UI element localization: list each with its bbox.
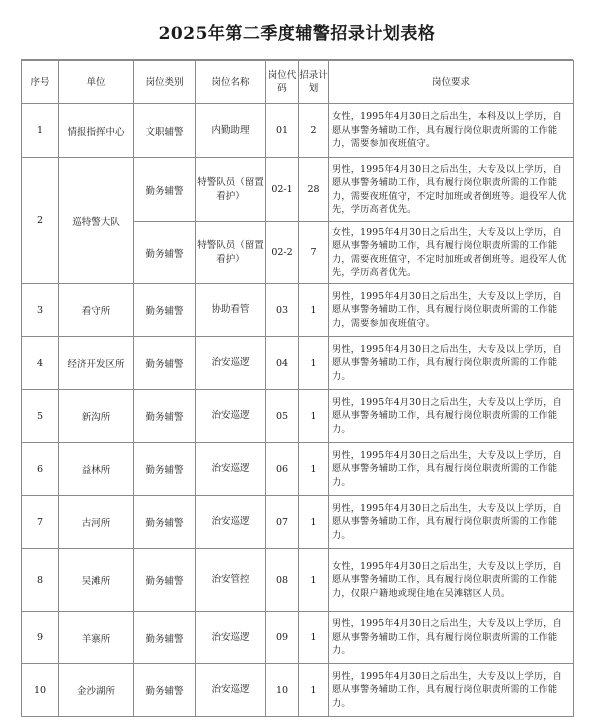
cell-category: 勤务辅警 bbox=[134, 222, 196, 284]
header-seq: 序号 bbox=[22, 61, 59, 104]
cell-code: 09 bbox=[266, 612, 299, 664]
cell-category: 勤务辅警 bbox=[134, 284, 196, 337]
cell-seq: 5 bbox=[22, 390, 59, 443]
header-unit: 单位 bbox=[59, 61, 134, 104]
cell-category: 勤务辅警 bbox=[134, 549, 196, 612]
header-count: 招录计划 bbox=[299, 61, 329, 104]
cell-unit: 金沙湖所 bbox=[59, 664, 134, 717]
table-row bbox=[22, 496, 574, 549]
cell-requirement: 男性，1995年4月30日之后出生，大专及以上学历，自愿从事警务辅助工作，具有履行岗位职责所需的工作能力。 bbox=[329, 390, 574, 443]
cell-seq: 1 bbox=[22, 104, 59, 158]
cell-requirement: 女性，1995年4月30日之后出生，大专及以上学历，自愿从事警务辅助工作，具有履行岗位职责所需的工作能力，仅限户籍地或现住地在吴滩辖区人员。 bbox=[329, 549, 574, 612]
cell-category: 文职辅警 bbox=[134, 104, 196, 158]
cell-unit: 经济开发区所 bbox=[59, 337, 134, 390]
table-row bbox=[22, 664, 574, 717]
table-row bbox=[22, 284, 574, 337]
cell-code: 03 bbox=[266, 284, 299, 337]
cell-requirement: 女性，1995年4月30日之后出生，大专及以上学历，自愿从事警务辅助工作，具有履行岗位职责所需的工作能力，需要夜班值守，不定时加班或者倒班等。退役军人优先，学历高者优先。 bbox=[329, 222, 574, 284]
cell-count: 1 bbox=[299, 612, 329, 664]
cell-unit: 看守所 bbox=[59, 284, 134, 337]
cell-seq: 3 bbox=[22, 284, 59, 337]
cell-count: 1 bbox=[299, 390, 329, 443]
cell-code: 05 bbox=[266, 390, 299, 443]
cell-count: 1 bbox=[299, 496, 329, 549]
table-row bbox=[22, 104, 574, 158]
cell-category: 勤务辅警 bbox=[134, 390, 196, 443]
cell-position: 治安巡逻 bbox=[196, 664, 266, 717]
header-code: 岗位代码 bbox=[266, 61, 299, 104]
table-row bbox=[22, 158, 574, 222]
header-position: 岗位名称 bbox=[196, 61, 266, 104]
cell-unit: 羊寨所 bbox=[59, 612, 134, 664]
cell-code: 01 bbox=[266, 104, 299, 158]
cell-position: 特警队员（留置看护） bbox=[196, 158, 266, 222]
header-requirement: 岗位要求 bbox=[329, 61, 574, 104]
cell-seq: 8 bbox=[22, 549, 59, 612]
cell-count: 7 bbox=[299, 222, 329, 284]
cell-category: 勤务辅警 bbox=[134, 496, 196, 549]
table-row bbox=[22, 549, 574, 612]
cell-category: 勤务辅警 bbox=[134, 158, 196, 222]
cell-unit: 新沟所 bbox=[59, 390, 134, 443]
cell-count: 28 bbox=[299, 158, 329, 222]
table-row bbox=[22, 443, 574, 496]
cell-requirement: 男性，1995年4月30日之后出生，大专及以上学历，自愿从事警务辅助工作，具有履行岗位职责所需的工作能力。 bbox=[329, 443, 574, 496]
table-row bbox=[22, 337, 574, 390]
recruitment-plan-sheet bbox=[21, 9, 573, 709]
table-row bbox=[22, 390, 574, 443]
cell-category: 勤务辅警 bbox=[134, 664, 196, 717]
cell-position: 治安巡逻 bbox=[196, 337, 266, 390]
cell-code: 10 bbox=[266, 664, 299, 717]
cell-count: 1 bbox=[299, 284, 329, 337]
cell-requirement: 男性，1995年4月30日之后出生，大专及以上学历，自愿从事警务辅助工作，具有履行岗位职责所需的工作能力。 bbox=[329, 664, 574, 717]
table-header-row bbox=[22, 61, 574, 104]
cell-code: 06 bbox=[266, 443, 299, 496]
cell-seq: 2 bbox=[22, 158, 59, 284]
cell-unit: 吴滩所 bbox=[59, 549, 134, 612]
cell-position: 治安巡逻 bbox=[196, 443, 266, 496]
cell-count: 1 bbox=[299, 664, 329, 717]
cell-count: 1 bbox=[299, 549, 329, 612]
cell-seq: 10 bbox=[22, 664, 59, 717]
page-title: 2025年第二季度辅警招录计划表格 bbox=[21, 9, 573, 60]
cell-requirement: 男性，1995年4月30日之后出生，大专及以上学历，自愿从事警务辅助工作，具有履行岗位职责所需的工作能力，需要参加夜班值守。 bbox=[329, 284, 574, 337]
cell-code: 02-2 bbox=[266, 222, 299, 284]
cell-requirement: 男性，1995年4月30日之后出生，大专及以上学历，自愿从事警务辅助工作，具有履行岗位职责所需的工作能力。 bbox=[329, 612, 574, 664]
cell-requirement: 男性，1995年4月30日之后出生，大专及以上学历，自愿从事警务辅助工作，具有履行岗位职责所需的工作能力，需要夜班值守，不定时加班或者倒班等。退役军人优先，学历高者优先。 bbox=[329, 158, 574, 222]
cell-code: 04 bbox=[266, 337, 299, 390]
cell-seq: 9 bbox=[22, 612, 59, 664]
table-row bbox=[22, 612, 574, 664]
header-category: 岗位类别 bbox=[134, 61, 196, 104]
cell-position: 内勤助理 bbox=[196, 104, 266, 158]
cell-category: 勤务辅警 bbox=[134, 443, 196, 496]
cell-seq: 4 bbox=[22, 337, 59, 390]
cell-seq: 7 bbox=[22, 496, 59, 549]
cell-code: 08 bbox=[266, 549, 299, 612]
cell-count: 1 bbox=[299, 443, 329, 496]
cell-position: 治安管控 bbox=[196, 549, 266, 612]
cell-code: 07 bbox=[266, 496, 299, 549]
cell-requirement: 男性，1995年4月30日之后出生，大专及以上学历，自愿从事警务辅助工作，具有履行岗位职责所需的工作能力。 bbox=[329, 496, 574, 549]
cell-category: 勤务辅警 bbox=[134, 337, 196, 390]
cell-unit: 古河所 bbox=[59, 496, 134, 549]
cell-count: 2 bbox=[299, 104, 329, 158]
cell-seq: 6 bbox=[22, 443, 59, 496]
cell-requirement: 女性，1995年4月30日之后出生，本科及以上学历，自愿从事警务辅助工作，具有履行岗位职责所需的工作能力，需要参加夜班值守。 bbox=[329, 104, 574, 158]
cell-position: 治安巡逻 bbox=[196, 612, 266, 664]
cell-code: 02-1 bbox=[266, 158, 299, 222]
cell-unit: 情报指挥中心 bbox=[59, 104, 134, 158]
cell-count: 1 bbox=[299, 337, 329, 390]
cell-position: 协助看管 bbox=[196, 284, 266, 337]
cell-position: 治安巡逻 bbox=[196, 390, 266, 443]
cell-unit: 巡特警大队 bbox=[59, 158, 134, 284]
cell-category: 勤务辅警 bbox=[134, 612, 196, 664]
cell-unit: 益林所 bbox=[59, 443, 134, 496]
cell-requirement: 男性，1995年4月30日之后出生，大专及以上学历，自愿从事警务辅助工作，具有履行岗位职责所需的工作能力。 bbox=[329, 337, 574, 390]
cell-position: 治安巡逻 bbox=[196, 496, 266, 549]
recruitment-table bbox=[21, 60, 574, 717]
cell-position: 特警队员（留置看护） bbox=[196, 222, 266, 284]
